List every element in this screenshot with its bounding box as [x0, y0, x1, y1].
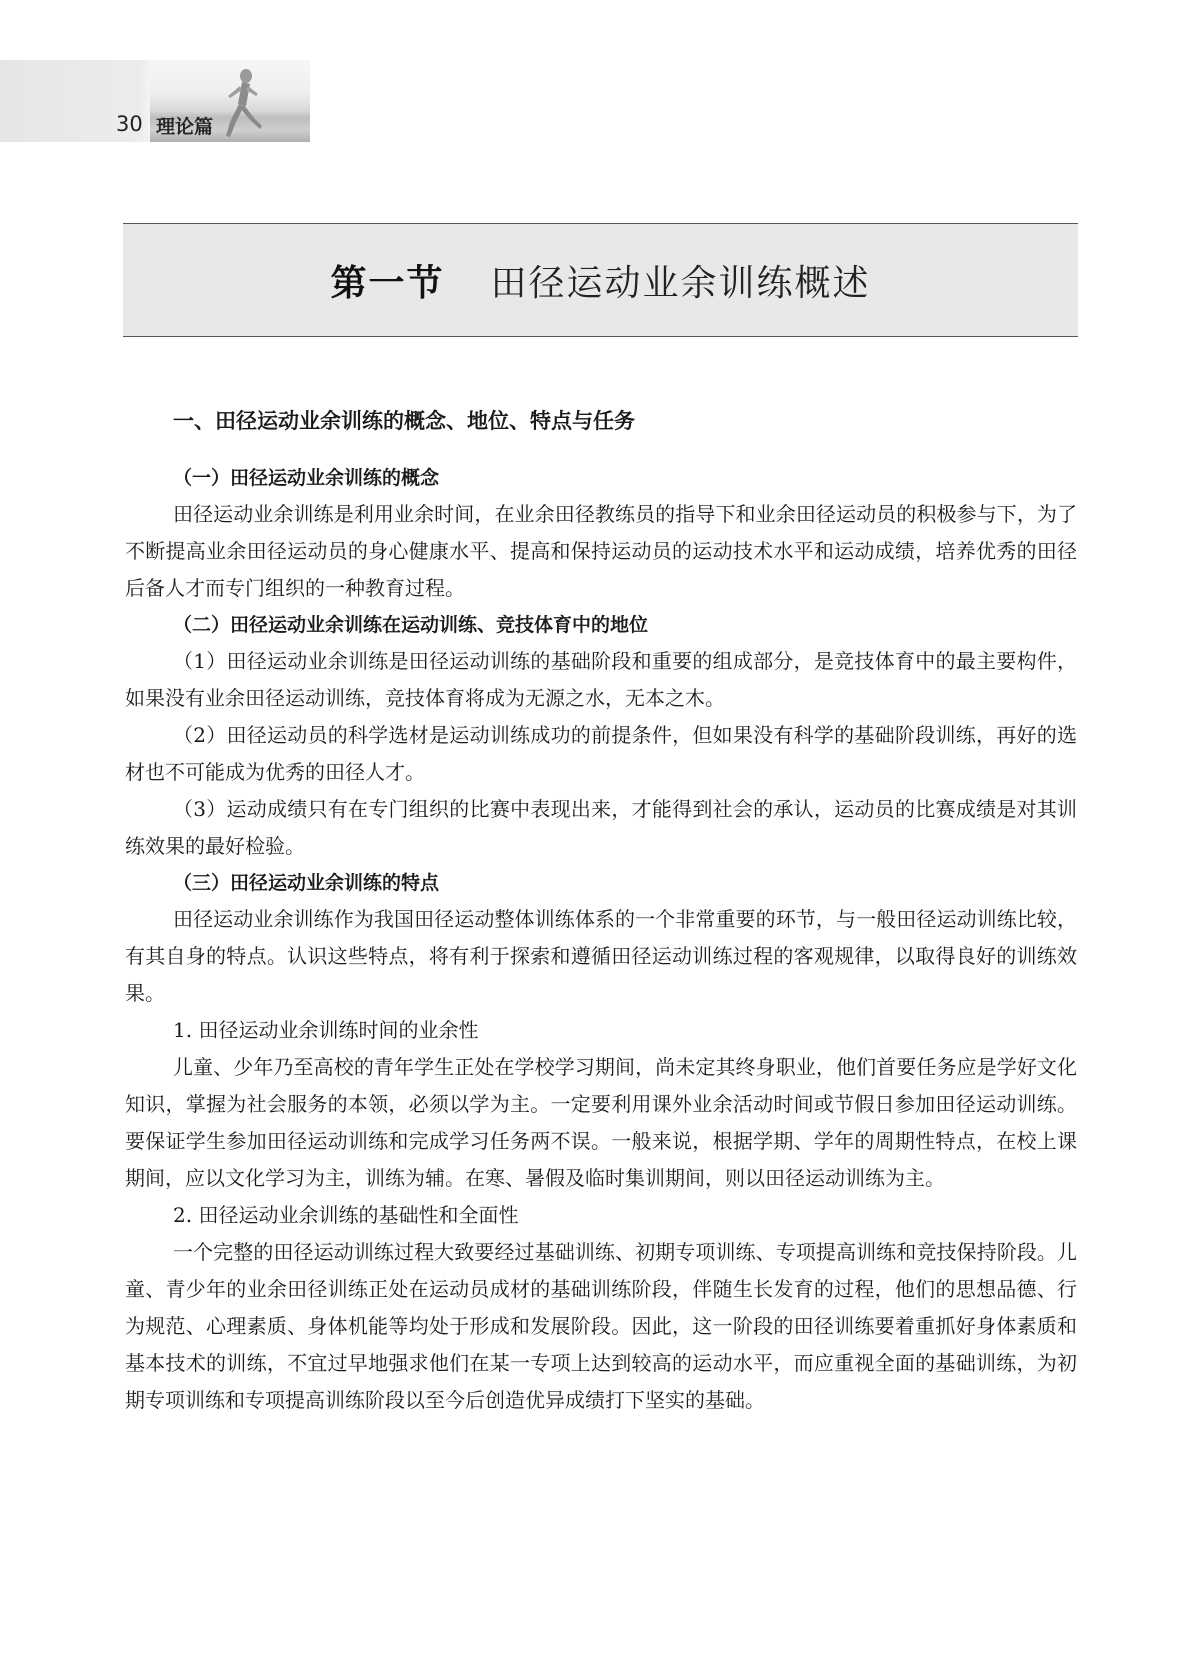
page-number: 30 — [116, 112, 143, 136]
paragraph-spare-time: 儿童、少年乃至高校的青年学生正处在学校学习期间，尚未定其终身职业，他们首要任务应是学好文化知识，掌握为社会服务的本领，必须以学为主。一定要利用课外业余活动时间或节假日参加田径运动训练。要保证学生参加田径运动训练和完成学习任务两不误。一般来说，根据学期、学年的周期性特点，在校上课期间，应以文化学习为主，训练为辅。在寒、暑假及临时集训期间，则以田径运动训练为主。 — [125, 1055, 1077, 1190]
section-title-box — [123, 223, 1078, 337]
paragraph-status-2: （2）田径运动员的科学选材是运动训练成功的前提条件，但如果没有科学的基础阶段训练，再好的选材也不可能成为优秀的田径人才。 — [125, 723, 1077, 784]
paragraph-status-3: （3）运动成绩只有在专门组织的比赛中表现出来，才能得到社会的承认，运动员的比赛成绩是对其训练效果的最好检验。 — [125, 797, 1077, 858]
main-content — [125, 402, 1077, 1419]
heading-level-1: 一、田径运动业余训练的概念、地位、特点与任务 — [173, 409, 635, 433]
running-head: 理论篇 — [156, 116, 214, 138]
section-title: 田径运动业余训练概述 — [490, 262, 871, 304]
heading-features: （三）田径运动业余训练的特点 — [173, 872, 440, 894]
paragraph-status-1: （1）田径运动业余训练是田径运动训练的基础阶段和重要的组成部分，是竞技体育中的最主要构件，如果没有业余田径运动训练，竞技体育将成为无源之水，无本之木。 — [125, 649, 1077, 710]
subheading-foundation: 2. 田径运动业余训练的基础性和全面性 — [173, 1203, 519, 1227]
paragraph-features-intro: 田径运动业余训练作为我国田径运动整体训练体系的一个非常重要的环节，与一般田径运动训练比较，有其自身的特点。认识这些特点，将有利于探索和遵循田径运动训练过程的客观规律，以取得良好的训练效果。 — [125, 907, 1077, 1005]
paragraph-foundation: 一个完整的田径运动训练过程大致要经过基础训练、初期专项训练、专项提高训练和竞技保持阶段。儿童、青少年的业余田径训练正处在运动员成材的基础训练阶段，伴随生长发育的过程，他们的思想品德、行为规范、心理素质、身体机能等均处于形成和发展阶段。因此，这一阶段的田径训练要着重抓好身体素质和基本技术的训练，不宜过早地强求他们在某一专项上达到较高的运动水平，而应重视全面的基础训练，为初期专项训练和专项提高训练阶段以至今后创造优异成绩打下坚实的基础。 — [125, 1240, 1077, 1412]
heading-status: （二）田径运动业余训练在运动训练、竞技体育中的地位 — [173, 614, 649, 636]
paragraph-concept: 田径运动业余训练是利用业余时间，在业余田径教练员的指导下和业余田径运动员的积极参与下，为了不断提高业余田径运动员的身心健康水平、提高和保持运动员的运动技术水平和运动成绩，培养优秀的田径后备人才而专门组织的一种教育过程。 — [125, 502, 1077, 600]
subheading-spare-time: 1. 田径运动业余训练时间的业余性 — [173, 1018, 479, 1042]
heading-concept: （一）田径运动业余训练的概念 — [173, 467, 440, 489]
section-number: 第一节 — [330, 262, 445, 304]
